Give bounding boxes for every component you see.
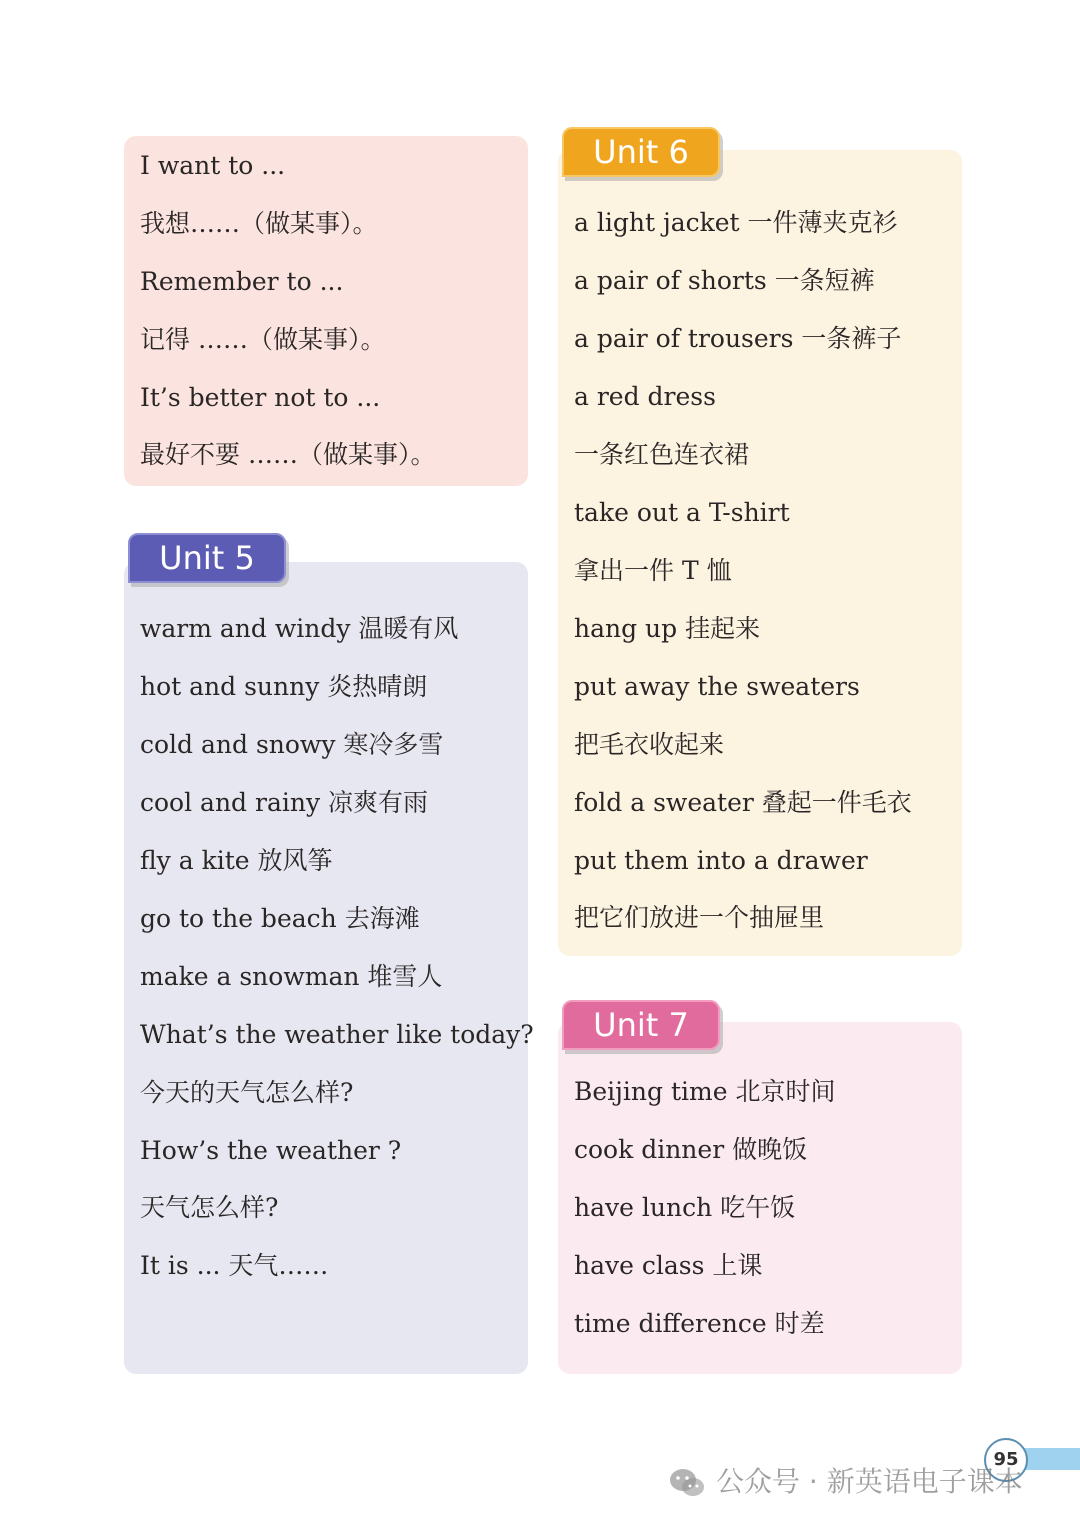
phrase-line: 天气怎么样?: [140, 1193, 279, 1222]
phrase-line: It is ... 天气……: [140, 1251, 329, 1280]
phrase-line: 我想……（做某事）。: [140, 209, 378, 238]
phrase-line: hot and sunny 炎热晴朗: [140, 672, 428, 701]
watermark: [668, 1462, 1023, 1502]
phrase-line: 把毛衣收起来: [574, 730, 725, 759]
phrase-line: How’s the weather ?: [140, 1136, 402, 1165]
unit5-tag: Unit 5: [128, 533, 286, 583]
phrase-line: Remember to ...: [140, 267, 344, 296]
watermark-text: 公众号 · 新英语电子课本: [716, 1465, 1023, 1498]
phrase-line: have class 上课: [574, 1251, 763, 1280]
phrase-line: take out a T-shirt: [574, 498, 790, 527]
phrase-line: I want to ...: [140, 151, 286, 180]
phrase-line: fold a sweater 叠起一件毛衣: [574, 788, 912, 817]
phrase-line: time difference 时差: [574, 1309, 825, 1338]
phrase-line: 最好不要 ……（做某事）。: [140, 440, 436, 469]
phrase-line: a pair of trousers 一条裤子: [574, 324, 902, 353]
phrase-line: What’s the weather like today?: [140, 1020, 534, 1049]
phrase-line: cool and rainy 凉爽有雨: [140, 788, 429, 817]
page-number: 95: [984, 1438, 1028, 1482]
unit6-tag: Unit 6: [562, 127, 720, 177]
page-number-strip: [1020, 1448, 1080, 1470]
phrase-line: cold and snowy 寒冷多雪: [140, 730, 444, 759]
phrase-line: hang up 挂起来: [574, 614, 761, 643]
phrase-line: Beijing time 北京时间: [574, 1077, 836, 1106]
phrase-line: put them into a drawer: [574, 846, 868, 875]
unit7-panel: [558, 1022, 962, 1374]
phrase-line: have lunch 吃午饭: [574, 1193, 796, 1222]
phrase-line: make a snowman 堆雪人: [140, 962, 443, 991]
phrase-line: go to the beach 去海滩: [140, 904, 420, 933]
phrase-line: 今天的天气怎么样?: [140, 1078, 354, 1107]
phrase-line: put away the sweaters: [574, 672, 860, 701]
unit6-panel: [558, 150, 962, 956]
phrase-line: cook dinner 做晚饭: [574, 1135, 808, 1164]
phrase-line: a red dress: [574, 382, 716, 411]
phrase-line: 记得 ……（做某事）。: [140, 325, 386, 354]
phrase-line: 拿出一件 T 恤: [574, 556, 732, 585]
unit5-panel: [124, 562, 534, 1374]
phrase-line: a pair of shorts 一条短裤: [574, 266, 875, 295]
wechat-icon: [668, 1467, 706, 1499]
unit7-tag: Unit 7: [562, 1000, 720, 1050]
phrase-line: a light jacket 一件薄夹克衫: [574, 208, 898, 237]
phrase-line: 把它们放进一个抽屉里: [574, 903, 825, 932]
intro-phrases-panel: [124, 136, 528, 486]
phrase-line: It’s better not to ...: [140, 383, 381, 412]
phrase-line: 一条红色连衣裙: [574, 440, 750, 469]
phrase-line: warm and windy 温暖有风: [140, 614, 459, 643]
phrase-line: fly a kite 放风筝: [140, 846, 333, 875]
